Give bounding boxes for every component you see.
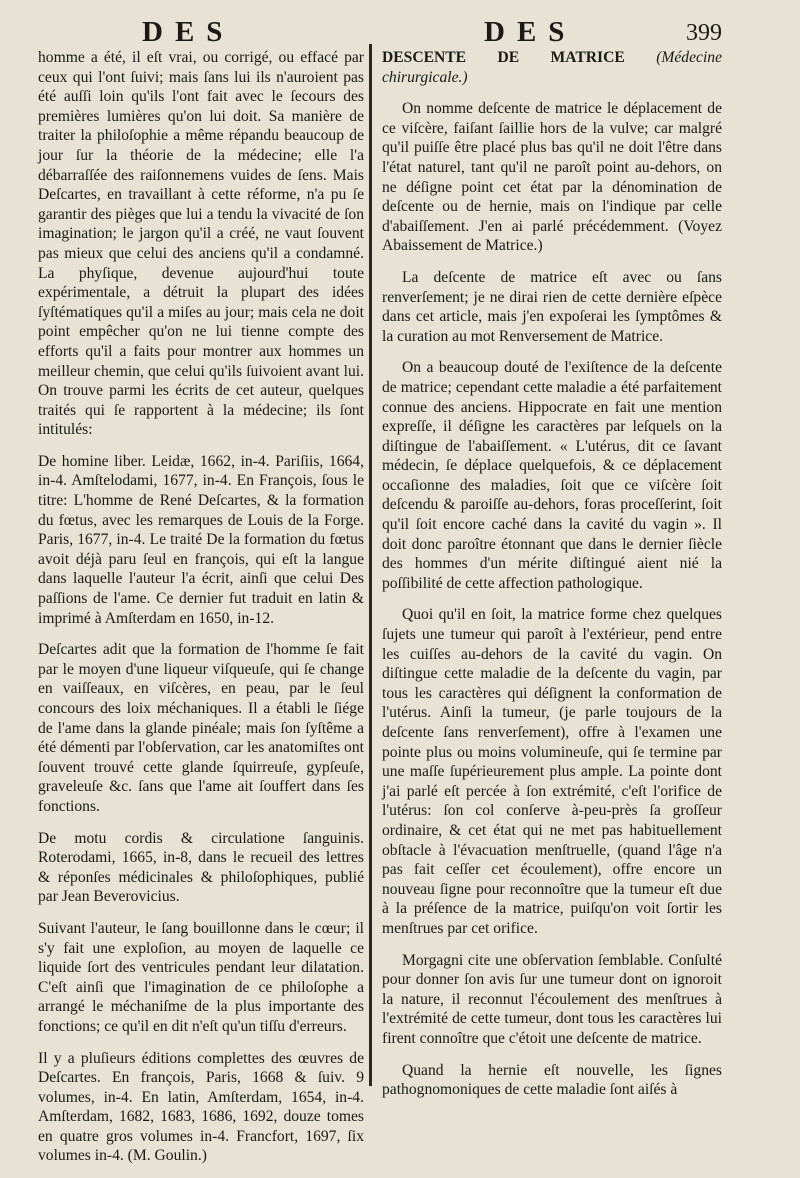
paragraph-de-motu-cordis: De motu cordis & circulatione ſanguinis. Roterodami, 1665, in-8, dans le recueil des lettres & réponſes médicinales & philoſophiques, publié par Jean Beverovicius. [38, 829, 364, 906]
paragraph-descartes-intro: homme a été, il eſt vrai, ou corrigé, ou effacé par ceux qui l'ont ſuivi; mais ſans lui ils n'auroient pas été auſſi loin qu'ils l'ont fait avec le ſecours des premières lumières qu'on lui doit. Sa manière de traiter la philoſophie a même répandu beaucoup de jour ſur la théorie de la médecine; elle l'a débarraſſée des raiſonnemens vuides de ſens. Mais Deſcartes, en travaillant à cette réforme, n'a pu ſe garantir des pièges que lui a tendu la vivacité de ſon imagination; le jargon qu'il a créé, ne vaut ſouvent pas mieux que celui des anciens qu'il a condamné. La phyſique, devenue aujourd'hui toute expérimentale, a détruit la plupart des idées ſyſtématiques qu'il a miſes au jour; mais cela ne doit point empêcher qu'on ne lui tienne compte des efforts qu'il a faits pour montrer aux hommes un meilleur chemin, que celui qu'ils ſuivoient avant lui. On trouve parmi les écrits de cet auteur, quelques traités qui ſe rapportent à la médecine; ils ſont intitulés: [38, 49, 364, 439]
paragraph-hernie: Quand la hernie eſt nouvelle, les ſignes pathognomoniques de cette maladie ſont aiſés à [382, 1061, 722, 1099]
running-head [0, 14, 800, 50]
right-column [382, 48, 722, 1112]
entry-category: (Médecine chirurgicale.) [382, 49, 722, 86]
entry-title: DESCENTE DE MATRICE [382, 49, 625, 66]
running-head-left: DES [142, 16, 235, 48]
paragraph-sang: Suivant l'auteur, le ſang bouillonne dans le cœur; il s'y fait une exploſion, au moyen de laquelle ce liquide ſort des ventricules pendant leur dilatation. C'eſt ainſi que l'imagination de ce philoſophe a arrangé le méchaniſme de la plus importante des fonctions; ce qu'il en dit n'eſt qu'un tiſſu d'erreurs. [38, 919, 364, 1035]
paragraph-de-homine: De homine liber. Leidæ, 1662, in-4. Pariſiis, 1664, in-4. Amſtelodami, 1677, in-4. En François, ſous le titre: L'homme de René Deſcartes, & la formation du fœtus, avec les remarques de Louis de la Forge. Paris, 1677, in-4. Le traité De la formation du fœtus avoit déjà paru ſeul en françois, qui eſt la langue dans laquelle l'auteur l'a écrit, ainſi que celui Des paſſions de l'ame. Ce dernier fut traduit en latin & imprimé à Amſterdam en 1650, in-12. [38, 452, 364, 627]
running-head-right: DES [484, 16, 577, 48]
left-column [38, 48, 364, 1178]
page-number: 399 [686, 20, 722, 46]
paragraph-editions: Il y a pluſieurs éditions complettes des œuvres de Deſcartes. En françois, Paris, 1668 & ſuiv. 9 volumes, in-4. En latin, Amſterdam, 1654, in-4. Amſterdam, 1682, 1683, 1686, 1692, douze tomes en quatre gros volumes in-4. Francfort, 1697, ſix volumes in-4. (M. Goulin.) [38, 1049, 364, 1165]
paragraph-tumeur: Quoi qu'il en ſoit, la matrice forme chez quelques ſujets une tumeur qui paroît à l'extérieur, pend entre les cuiſſes au-dehors de la cavité du vagin. On diſtingue cette maladie de la deſcente du vagin, par tous les caractères qui déſignent la conformation de l'utérus. Ainſi la tumeur, (je parle toujours de la deſcente ſans renverſement), offre à l'examen une pointe plus ou moins volumineuſe, qui ſe termine par une maſſe ſupérieurement plus ample. La pointe dont j'ai parlé eſt percée à ſon extrémité, c'eſt l'orifice de l'utérus: ſon col conſerve à-peu-près ſa groſſeur ordinaire, & cet état qui ne met pas habituellement obſtacle à l'évacuation menſtruelle, (quand l'âge n'a pas fait ceſſer cet écoulement), offre encore un nouveau ſigne pour reconnoître que la tumeur eſt due à la préſence de la matrice, puiſqu'on voit ſortir les menſtrues par cet orifice. [382, 606, 722, 937]
paragraph-hippocrate: On a beaucoup douté de l'exiſtence de la deſcente de matrice; cependant cette maladie a été parfaitement connue des anciens. Hippocrate en fait une mention expreſſe, il déſigne les caractères par leſquels on la diſtingue de l'abaiſſement. « L'utérus, dit ce ſavant médecin, ſe déplace quelquefois, & ce déplacement occaſionne des maladies, ſoit que ce viſcère ſoit deſcendu & paroiſſe au-dehors, foras proceſſerint, ſoit qu'il ſoit encore caché dans la cavité du vagin ». Il doit donc paroître étonnant que dans le dernier ſiècle des hommes d'un mérite diſtingué aient nié la poſſibilité de cette affection pathologique. [382, 359, 722, 592]
entry-heading [382, 48, 722, 87]
column-divider [369, 44, 372, 1086]
paragraph-formation: Deſcartes adit que la formation de l'homme ſe fait par le moyen d'une liqueur viſqueuſe, qui ſe change en vaiſſeaux, en viſcères, en peau, par le ſeul concours des loix méchaniques. Il a établi le ſiége de l'ame dans la glande pinéale; mais ſon ſyſtême a été démenti par l'obſervation, car les anatomiſtes ont ſouvent trouvé cette glande ſquirreuſe, gypſeuſe, graveleuſe &c. ſans que l'ame ait ſouffert dans ſes fonctions. [38, 641, 364, 815]
paragraph-morgagni: Morgagni cite une obſervation ſemblable. Conſulté pour donner ſon avis ſur une tumeur dont on ignoroit la nature, il reconnut l'écoulement des menſtrues à l'extrémité de cette tumeur, dont tous les caractères lui firent connoître que c'étoit une deſcente de matrice. [382, 951, 722, 1047]
paragraph-renversement: La deſcente de matrice eſt avec ou ſans renverſement; je ne dirai rien de cette dernière eſpèce dans cet article, mais j'en expoſerai les ſymptômes & la curation au mot Renversement de Matrice. [382, 268, 722, 345]
paragraph-definition: On nomme deſcente de matrice le déplacement de ce viſcère, faiſant ſaillie hors de la vulve; car malgré qu'il puiſſe être placé plus bas qu'il ne doit l'être dans l'état naturel, tant qu'il ne paroît point au-dehors, on ne déſigne point cet état par la dénomination de deſcente ou de hernie, mais on l'indique par celle d'abaiſſement. J'en ai parlé précédemment. (Voyez Abaissement de Matrice.) [382, 100, 722, 255]
